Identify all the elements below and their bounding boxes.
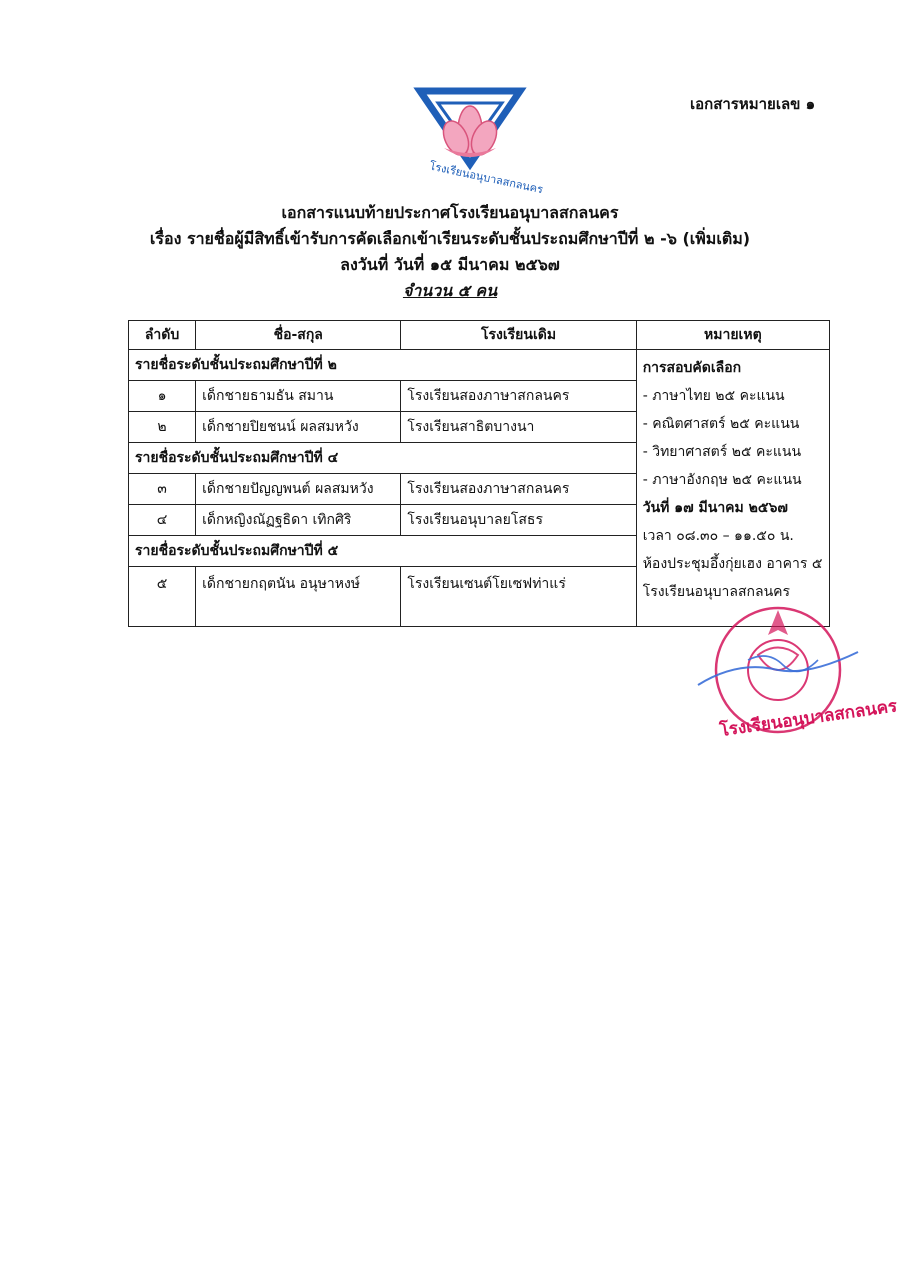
section-title: รายชื่อระดับชั้นประถมศึกษาปีที่ ๒	[129, 350, 637, 381]
notes-cell	[636, 350, 829, 627]
section-title: รายชื่อระดับชั้นประถมศึกษาปีที่ ๔	[129, 443, 637, 474]
document-number: เอกสารหมายเลข ๑	[690, 95, 816, 113]
notes-item: - คณิตศาสตร์ ๒๕ คะแนน	[642, 416, 800, 432]
row-school: โรงเรียนสาธิตบางนา	[401, 412, 636, 443]
section-row	[129, 350, 830, 381]
lotus-logo-icon	[410, 86, 545, 197]
row-name: เด็กชายปิยชนน์ ผลสมหวัง	[196, 412, 401, 443]
seal-text: โรงเรียนอนุบาลสกลนคร	[718, 696, 899, 742]
row-name: เด็กชายกฤตนัน อนุษาหงษ์	[196, 567, 401, 627]
row-no: ๓	[129, 474, 196, 505]
row-no: ๕	[129, 567, 196, 627]
table-header-row	[129, 321, 830, 350]
notes-item: - วิทยาศาสตร์ ๒๕ คะแนน	[642, 444, 802, 460]
document-heading	[0, 200, 900, 304]
candidates-table	[128, 320, 830, 627]
row-name: เด็กหญิงณัฏฐธิดา เทิกศิริ	[196, 505, 401, 536]
header-note: หมายเหตุ	[636, 321, 829, 350]
notes-title: การสอบคัดเลือก	[642, 360, 742, 376]
notes-date: วันที่ ๑๗ มีนาคม ๒๕๖๗	[642, 500, 788, 516]
notes-school: โรงเรียนอนุบาลสกลนคร	[642, 584, 791, 600]
header-name: ชื่อ-สกุล	[196, 321, 401, 350]
row-no: ๔	[129, 505, 196, 536]
heading-line-2: เรื่อง รายชื่อผู้มีสิทธิ์เข้ารับการคัดเลือกเข้าเรียนระดับชั้นประถมศึกษาปีที่ ๒ -๖ (เพิ่มเติม)	[149, 229, 751, 248]
row-school: โรงเรียนสองภาษาสกลนคร	[401, 474, 636, 505]
heading-line-1: เอกสารแนบท้ายประกาศโรงเรียนอนุบาลสกลนคร	[281, 203, 619, 222]
notes-item: - ภาษาอังกฤษ ๒๕ คะแนน	[642, 472, 802, 488]
row-name: เด็กชายปัญญพนต์ ผลสมหวัง	[196, 474, 401, 505]
heading-line-4: จำนวน ๕ คน	[402, 281, 498, 300]
logo-text: โรงเรียนอนุบาลสกลนคร	[428, 159, 545, 197]
row-name: เด็กชายธามธัน สมาน	[196, 381, 401, 412]
notes-item: - ภาษาไทย ๒๕ คะแนน	[642, 388, 785, 404]
heading-line-3: ลงวันที่ วันที่ ๑๕ มีนาคม ๒๕๖๗	[340, 255, 560, 274]
notes-room: ห้องประชุมอึ้งกุ่ยเฮง อาคาร ๕	[642, 556, 823, 572]
row-school: โรงเรียนเซนต์โยเซฟท่าแร่	[401, 567, 636, 627]
row-school: โรงเรียนสองภาษาสกลนคร	[401, 381, 636, 412]
header-no: ลำดับ	[129, 321, 196, 350]
school-seal-icon	[688, 590, 899, 750]
row-no: ๒	[129, 412, 196, 443]
header-school: โรงเรียนเดิม	[401, 321, 636, 350]
section-title: รายชื่อระดับชั้นประถมศึกษาปีที่ ๕	[129, 536, 637, 567]
notes-time: เวลา ๐๘.๓๐ – ๑๑.๕๐ น.	[642, 528, 794, 544]
row-no: ๑	[129, 381, 196, 412]
row-school: โรงเรียนอนุบาลยโสธร	[401, 505, 636, 536]
